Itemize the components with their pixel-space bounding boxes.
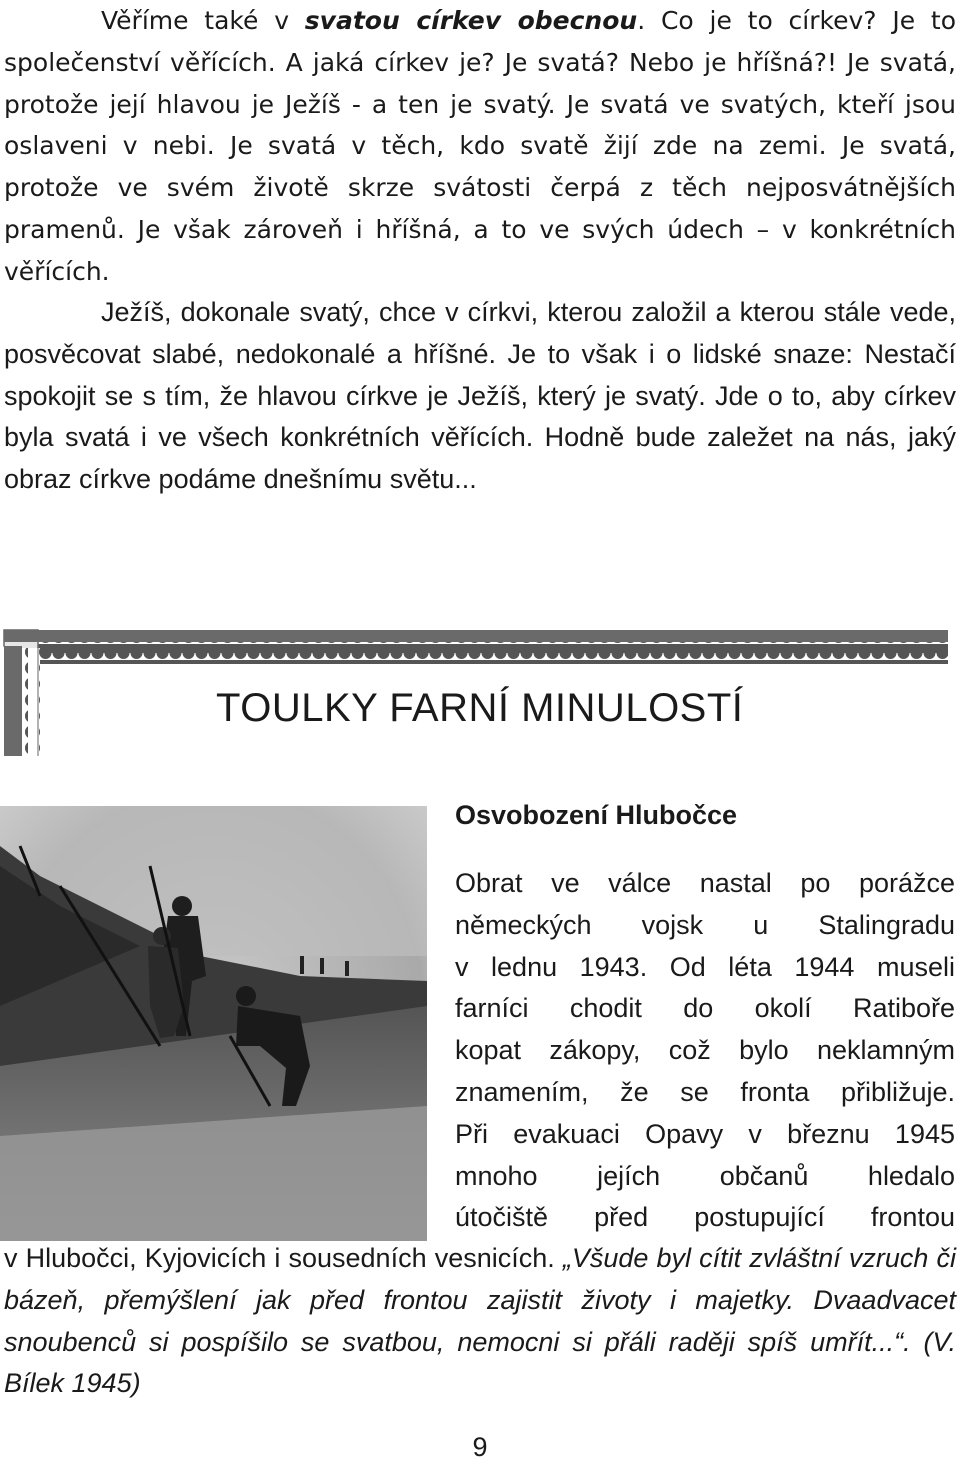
- historical-photo-trench-digging: [0, 806, 427, 1241]
- article-line: mnoho jejích občanů hledalo: [455, 1160, 955, 1191]
- paragraph-lead: Věříme také v: [101, 6, 305, 35]
- paragraph-rest: . Co je to církev? Je to společenství věřících. A jaká církev je? Je svatá? Nebo je hříšná?! Je svatá, protože její hlavou je Ježíš - a ten je svatý. Je svatá ve svatých, kteří jsou oslaveni v nebi. Je svatá v těch, kdo svatě žijí zde na zemi. Je svatá, protože ve svém životě skrze svátosti čerpá z těch nejposvátnějších pramenů. Je však zároveň i hříšná, a to ve svých údech – v konkrétních věřících.: [4, 6, 957, 286]
- continuation-text: v Hlubočci, Kyjovicích i sousedních vesnicích.: [4, 1243, 563, 1273]
- article-line: Při evakuaci Opavy v březnu 1945: [455, 1118, 955, 1149]
- article-continuation: [4, 1238, 956, 1405]
- article-line: v lednu 1943. Od léta 1944 museli: [455, 951, 955, 982]
- article-line: Obrat ve válce nastal po porážce: [455, 868, 955, 898]
- paragraph-text: Ježíš, dokonale svatý, chce v církvi, kterou založil a kterou stále vede, posvěcovat slabé, nedokonalé a hříšné. Je to však i o lidské snaze: Nestačí spokojit se s tím, že hlavou církve je Ježíš, který je svatý. Jde o to, aby církev byla svatá i ve všech konkrétních věřících. Hodně bude zaležet na nás, jaký obraz církve podáme dnešnímu světu...: [4, 297, 956, 495]
- paragraph-jesus: [4, 292, 956, 501]
- article-side-text: [455, 863, 955, 1239]
- paragraph-creed: [4, 0, 956, 293]
- article-line: farníci chodit do okolí Ratiboře: [455, 993, 955, 1024]
- article-line: útočiště před postupující frontou: [455, 1202, 955, 1233]
- article-title: Osvobození Hlubočce: [455, 800, 738, 830]
- article-line: kopat zákopy, což bylo neklamným: [455, 1035, 955, 1066]
- historical-quote: „Všude byl cítit zvláštní vzruch či bázeň, přemýšlení jak před frontou zajistit životy i majetky. Dvaadvacet snoubenců si pospíšilo se svatbou, nemocni si přáli raději spíš umřít...“. (V. Bílek 1945): [4, 1243, 956, 1399]
- article-line: znamením, že se fronta přibližuje.: [455, 1076, 955, 1107]
- section-title: TOULKY FARNÍ MINULOSTÍ: [216, 686, 744, 730]
- emphasis-svatou-cirkev: svatou církev obecnou: [304, 6, 638, 35]
- article-line: německých vojsk u Stalingradu: [455, 909, 955, 940]
- page-number: 9: [472, 1432, 488, 1462]
